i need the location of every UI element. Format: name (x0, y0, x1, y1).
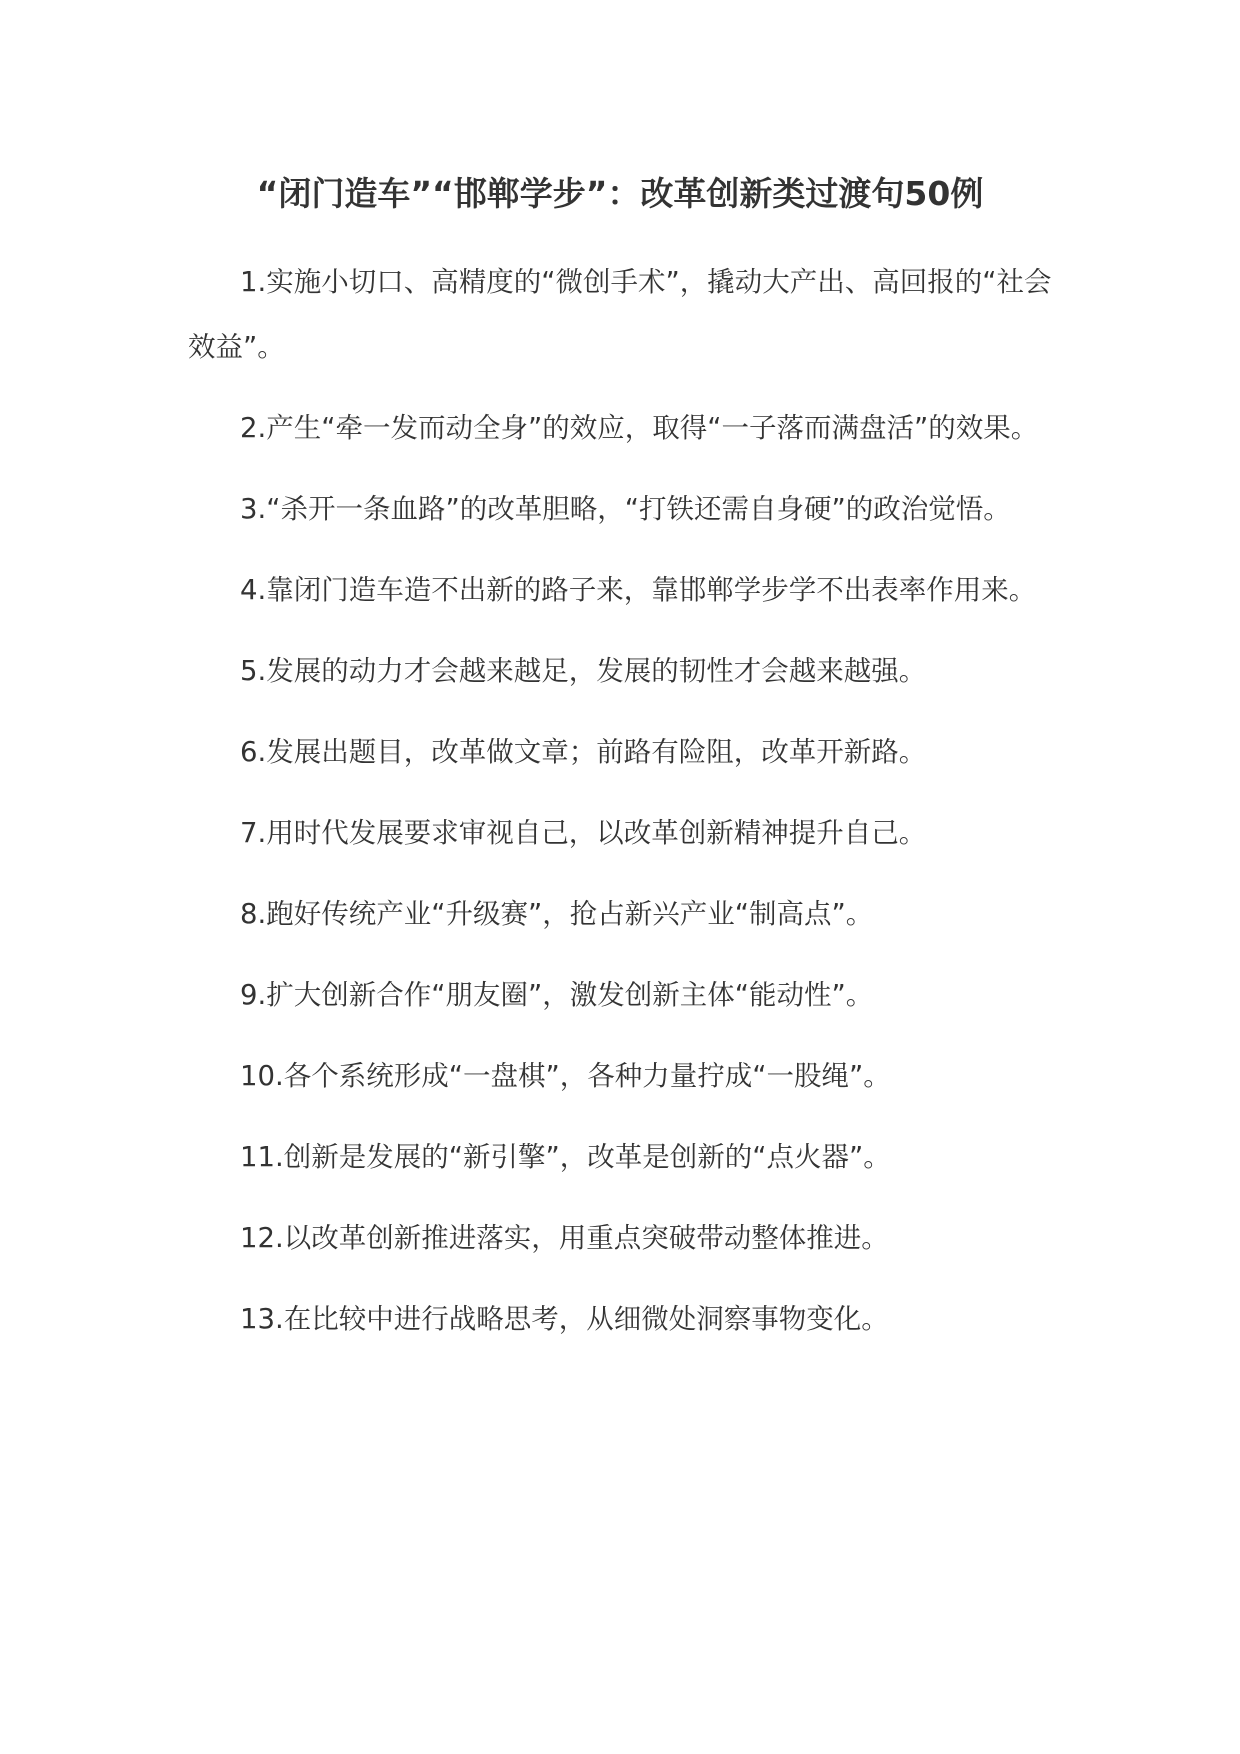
list-item: 2.产生“牵一发而动全身”的效应，取得“一子落而满盘活”的效果。 (240, 412, 1039, 444)
list-item: 13.在比较中进行战略思考，从细微处洞察事物变化。 (240, 1303, 889, 1335)
list-item: 6.发展出题目，改革做文章；前路有险阻，改革开新路。 (240, 736, 927, 768)
list-item: 12.以改革创新推进落实，用重点突破带动整体推进。 (240, 1222, 889, 1254)
list-item: 9.扩大创新合作“朋友圈”，激发创新主体“能动性”。 (240, 979, 874, 1011)
document-body (188, 250, 1058, 1368)
list-item: 7.用时代发展要求审视自己，以改革创新精神提升自己。 (240, 817, 927, 849)
list-item: 10.各个系统形成“一盘棋”，各种力量拧成“一股绳”。 (240, 1060, 891, 1092)
list-item: 8.跑好传统产业“升级赛”，抢占新兴产业“制高点”。 (240, 898, 874, 930)
list-item: 3.“杀开一条血路”的改革胆略，“打铁还需自身硬”的政治觉悟。 (240, 493, 1011, 525)
document-title: “闭门造车”“邯郸学步”：改革创新类过渡句50例 (256, 174, 984, 213)
list-item: 1.实施小切口、高精度的“微创手术”，撬动大产出、高回报的“社会效益”。 (188, 266, 1052, 363)
list-item: 11.创新是发展的“新引擎”，改革是创新的“点火器”。 (240, 1141, 891, 1173)
list-item: 5.发展的动力才会越来越足，发展的韧性才会越来越强。 (240, 655, 927, 687)
list-item: 4.靠闭门造车造不出新的路子来，靠邯郸学步学不出表率作用来。 (240, 574, 1037, 606)
